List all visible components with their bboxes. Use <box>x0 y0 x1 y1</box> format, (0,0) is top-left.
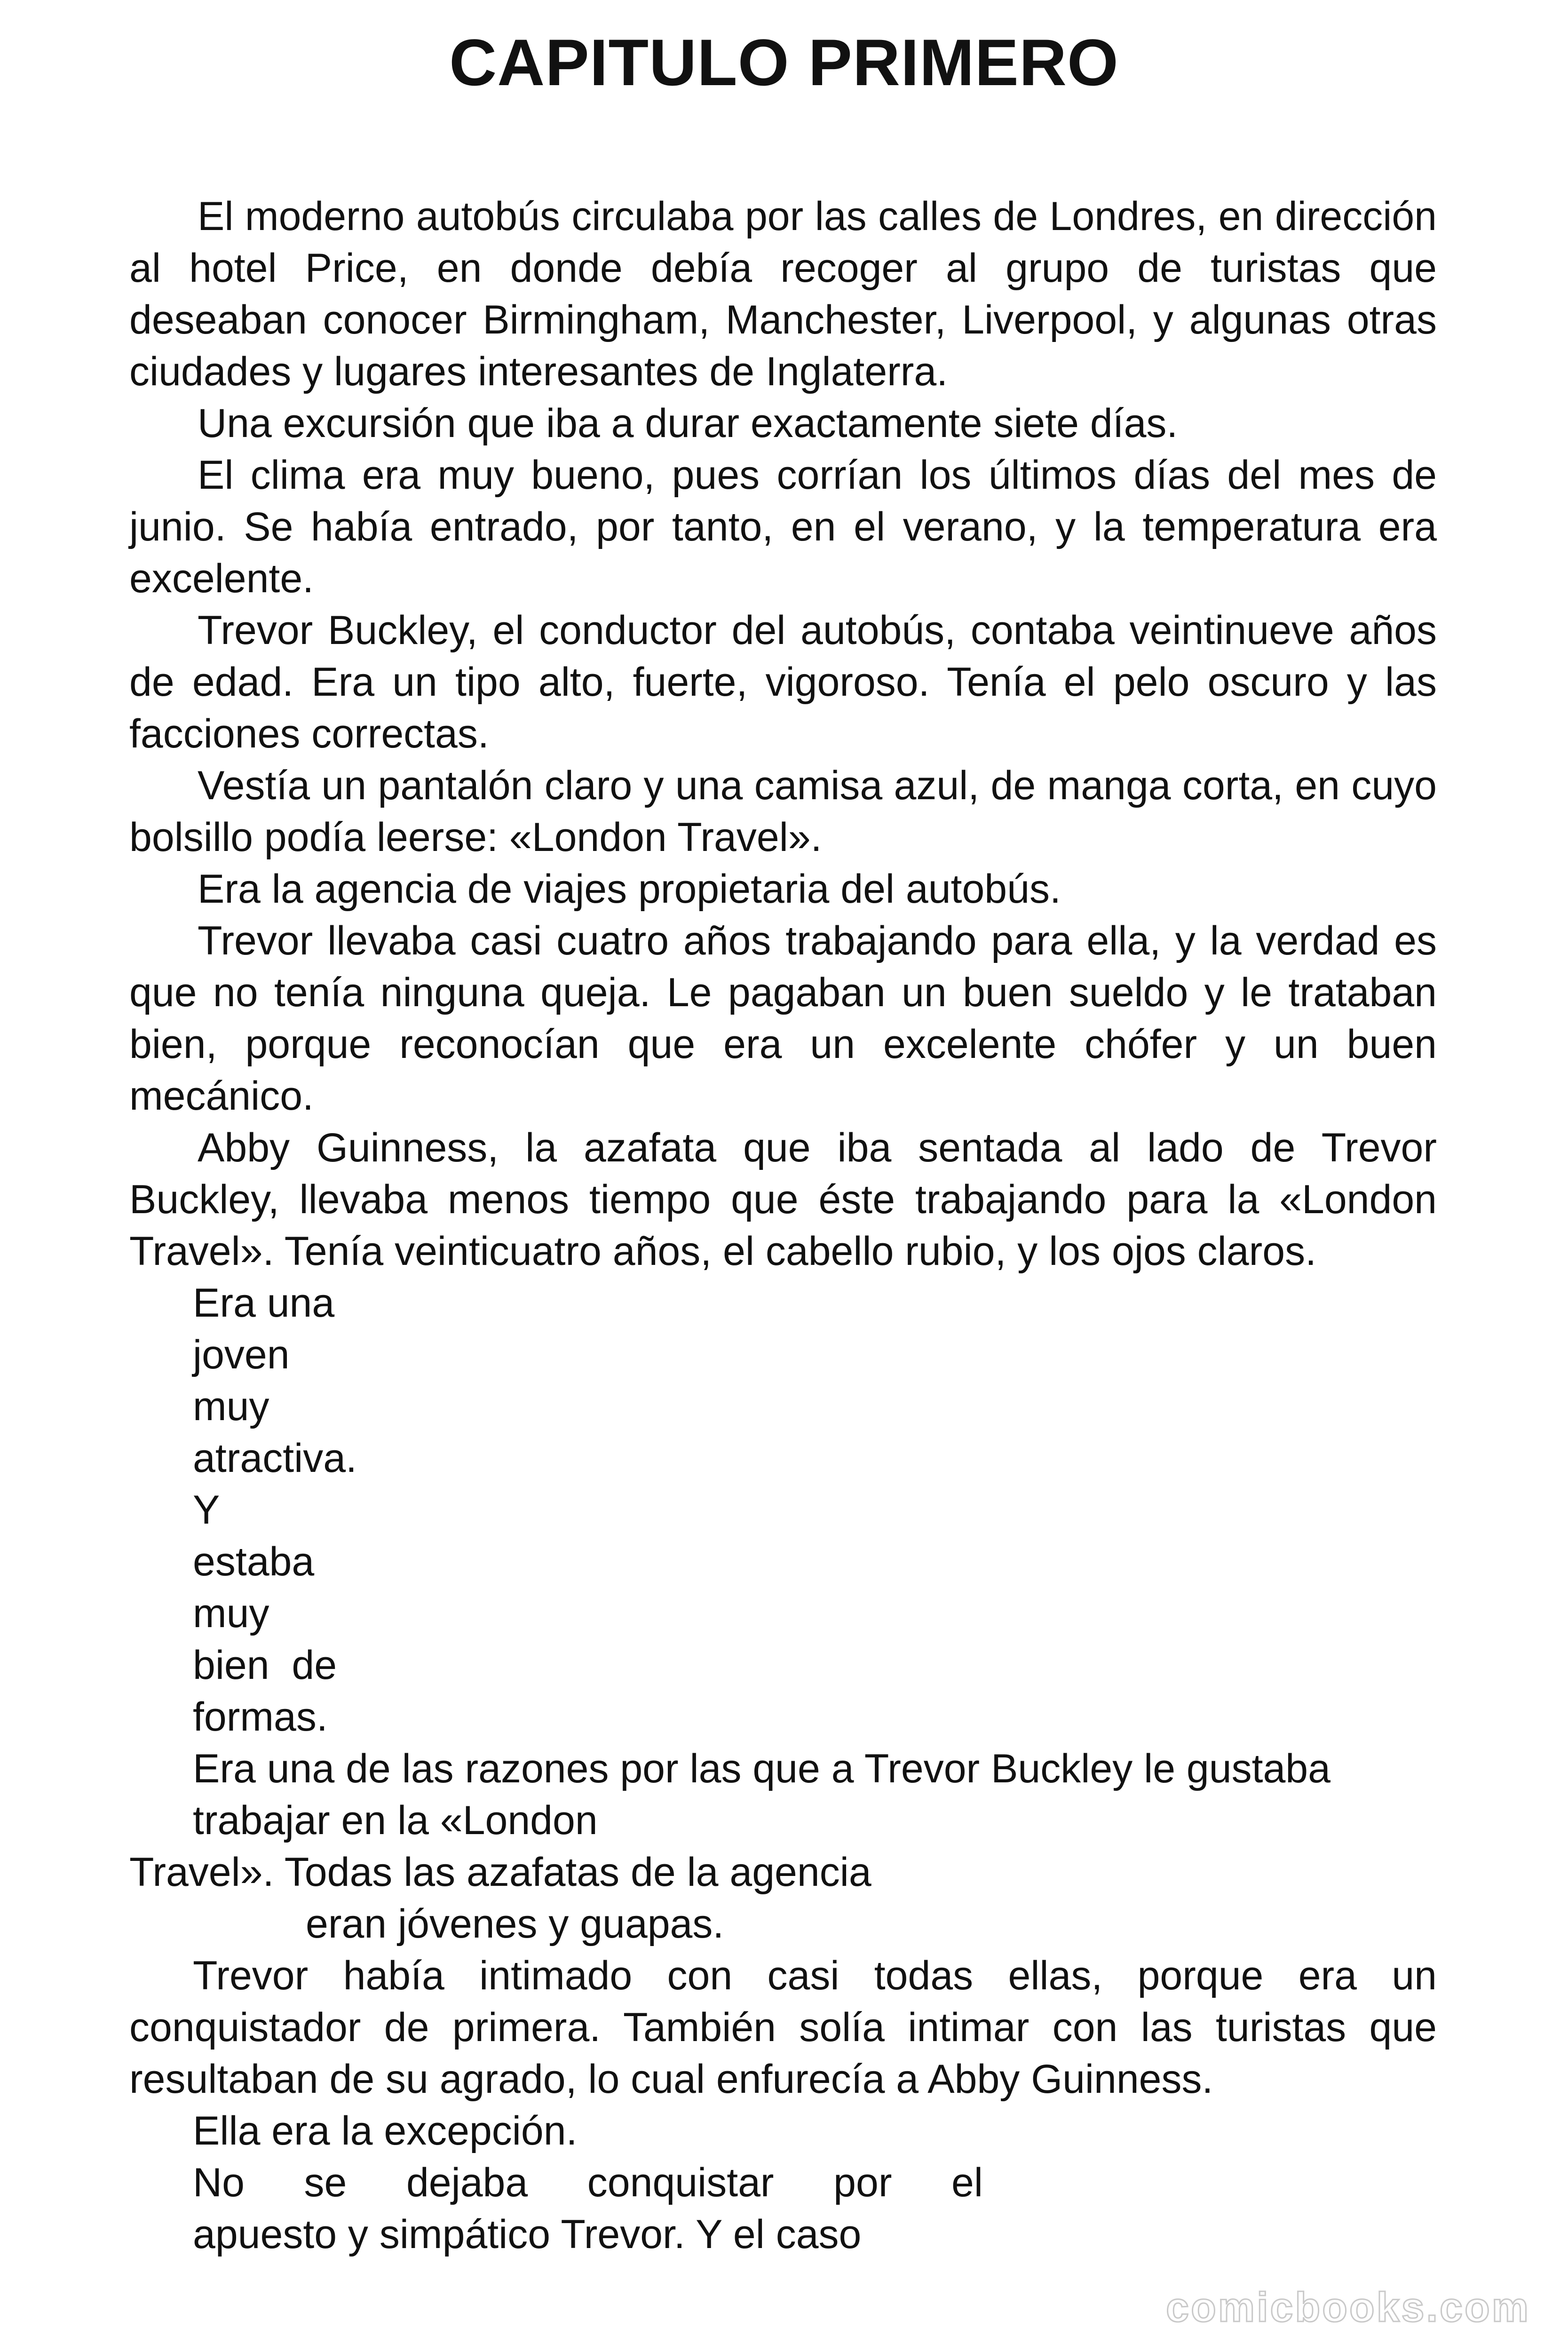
column-line: formas. <box>193 1694 328 1740</box>
column-line: atractiva. <box>193 1436 357 1481</box>
paragraph: El moderno autobús circulaba por las calles de Londres, en dirección al hotel Price, en donde debía recoger al grupo de turistas que deseaban conocer Birmingham, Manchester, Liverpool, y algunas otras ciudades y lugares interesantes de Inglaterra. <box>129 194 1437 394</box>
paragraph: Una excursión que iba a durar exactamente siete días. <box>198 401 1178 446</box>
column-line: Era una <box>193 1280 335 1326</box>
column-line: bien de <box>193 1643 337 1688</box>
paragraph: Trevor llevaba casi cuatro años trabajando para ella, y la verdad es que no tenía ninguna queja. Le pagaban un buen sueldo y le trataban bien, porque reconocían que era un excelente chófer y un buen mecánico. <box>129 918 1437 1119</box>
broken-paragraph-line: trabajar en la «London <box>193 1798 598 1843</box>
broken-paragraph-line: Era una de las razones por las que a Trevor Buckley le gustaba <box>193 1746 1330 1791</box>
short-line: Ella era la excepción. <box>193 2108 578 2153</box>
column-line: estaba <box>193 1539 315 1584</box>
broken-paragraph-line: eran jóvenes y guapas. <box>306 1901 724 1947</box>
chapter-body <box>129 191 1437 2260</box>
narrow-line: apuesto y simpático Trevor. Y el caso <box>193 2212 862 2257</box>
column-line: Y <box>193 1487 220 1533</box>
column-line: muy <box>193 1384 269 1429</box>
narrow-line: No se dejaba conquistar por el <box>193 2160 983 2205</box>
chapter-title: CAPITULO PRIMERO <box>449 25 1119 99</box>
watermark-logo: comicbooks.com <box>1166 2284 1530 2330</box>
paragraph: Era la agencia de viajes propietaria del autobús. <box>198 866 1061 912</box>
paragraph: Abby Guinness, la azafata que iba sentada al lado de Trevor Buckley, llevaba menos tiempo que éste trabajando para la «London Travel». Tenía veinticuatro años, el cabello rubio, y los ojos claros. <box>129 1125 1437 1274</box>
paragraph: El clima era muy bueno, pues corrían los últimos días del mes de junio. Se había entrado, por tanto, en el verano, y la temperatura era excelente. <box>129 453 1437 601</box>
broken-paragraph-line: Travel». Todas las azafatas de la agencia <box>129 1850 871 1895</box>
paragraph: Vestía un pantalón claro y una camisa azul, de manga corta, en cuyo bolsillo podía leerse: «London Travel». <box>129 763 1437 860</box>
paragraph: Trevor había intimado con casi todas ellas, porque era un conquistador de primera. También solía intimar con las turistas que resultaban de su agrado, lo cual enfurecía a Abby Guinness. <box>129 1953 1437 2102</box>
column-line: joven <box>193 1332 290 1377</box>
column-line: muy <box>193 1591 269 1636</box>
paragraph: Trevor Buckley, el conductor del autobús, contaba veintinueve años de edad. Era un tipo alto, fuerte, vigoroso. Tenía el pelo oscuro y las facciones correctas. <box>129 608 1437 756</box>
